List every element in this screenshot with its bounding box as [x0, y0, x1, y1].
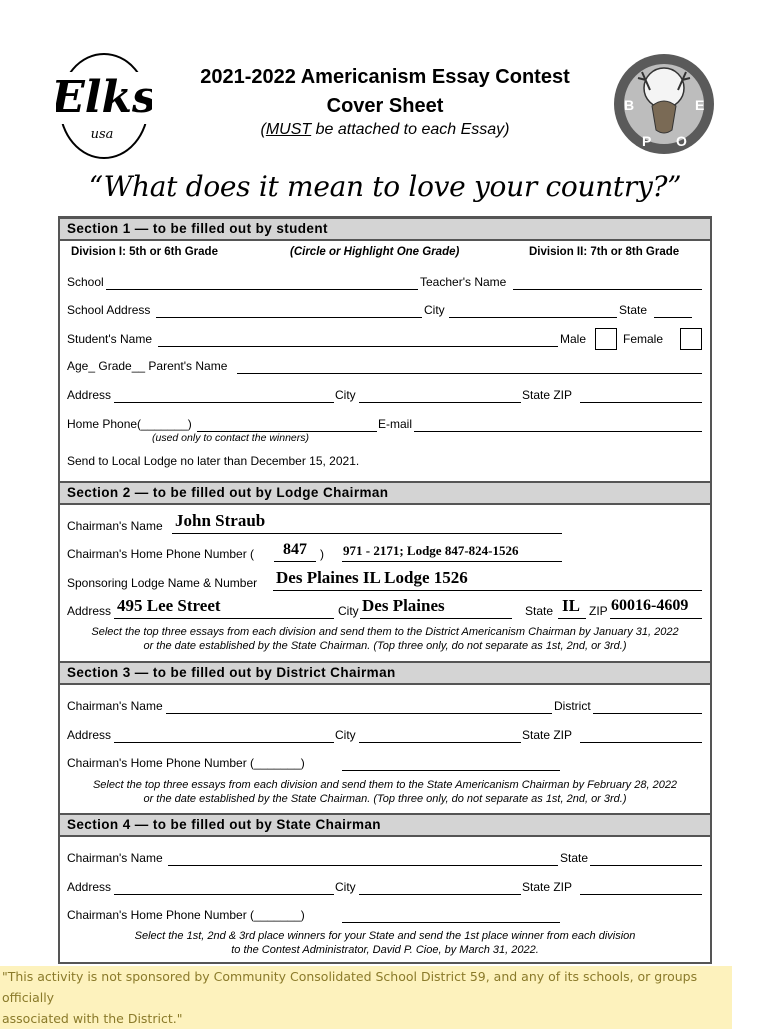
lodge-phone-close: ) — [320, 547, 324, 561]
district-chairman-name-field[interactable] — [166, 713, 552, 714]
district-phone-label: Chairman's Home Phone Number (_______) — [67, 756, 305, 770]
section4-instruction — [60, 929, 710, 957]
section3-instruction-line1: Select the top three essays from each division and send them to the State Americanism Chairman by February 28, 2022 — [92, 779, 678, 791]
student-name-field[interactable] — [158, 346, 558, 347]
logo-text: Elks — [56, 72, 152, 123]
state-city-field[interactable] — [359, 894, 521, 895]
state-address-field[interactable] — [114, 894, 334, 895]
must-word: MUST — [265, 121, 312, 138]
lodge-state-label: State — [525, 604, 554, 618]
lodge-state-value: IL — [562, 596, 580, 615]
elks-logo — [56, 46, 152, 162]
state-chairman-name-field[interactable] — [168, 865, 558, 866]
student-state-zip-label: State ZIP — [522, 388, 573, 402]
disclaimer-line2: associated with the District." — [2, 1011, 183, 1026]
state-phone-field[interactable] — [342, 922, 560, 923]
page-title: 2021-2022 Americanism Essay Contest — [200, 66, 570, 88]
seal-letter-o: O — [676, 133, 687, 149]
sponsoring-lodge-field[interactable] — [273, 590, 702, 591]
parent-name-field[interactable] — [237, 373, 702, 374]
division1-label: Division I: 5th or 6th Grade — [71, 246, 218, 258]
seal-letter-p: P — [642, 133, 652, 149]
school-address-label: School Address — [67, 303, 151, 317]
lodge-phone-label: Chairman's Home Phone Number ( — [67, 547, 255, 561]
lodge-phone-field[interactable] — [342, 561, 562, 562]
attach-instruction — [150, 121, 620, 139]
sponsoring-lodge-value: Des Plaines IL Lodge 1526 — [276, 568, 468, 587]
lodge-address-label: Address — [67, 604, 112, 618]
lodge-zip-field[interactable] — [610, 618, 702, 619]
section4-heading: Section 4 — to be filled out by State Chairman — [60, 813, 710, 837]
circle-grade-note: (Circle or Highlight One Grade) — [290, 246, 460, 258]
district-city-label: City — [335, 728, 356, 742]
section4-instruction-line1: Select the 1st, 2nd & 3rd place winners for your State and send the 1st place winner from each division — [134, 930, 636, 942]
male-checkbox[interactable] — [595, 328, 617, 350]
teacher-field[interactable] — [513, 289, 702, 290]
contact-note: (used only to contact the winners) — [152, 432, 309, 444]
school-city-field[interactable] — [449, 317, 617, 318]
school-address-field[interactable] — [156, 317, 422, 318]
lodge-area-code-field[interactable] — [274, 561, 316, 562]
student-address-label: Address — [67, 388, 112, 402]
attach-rest: be attached to each Essay) — [311, 121, 510, 138]
student-zip-field[interactable] — [580, 402, 702, 403]
section3-instruction-line2: or the date established by the State Chairman. (Top three only, do not separate as 1st, 2nd, or 3rd.) — [143, 793, 627, 805]
lodge-chairman-name-label: Chairman's Name — [67, 519, 163, 533]
section1-heading: Section 1 — to be filled out by student — [60, 217, 710, 241]
district-label: District — [554, 699, 591, 713]
school-state-label: State — [619, 303, 648, 317]
lodge-state-field[interactable] — [558, 618, 586, 619]
section3-instruction — [60, 778, 710, 806]
lodge-chairman-name-field[interactable] — [172, 533, 562, 534]
sponsoring-lodge-label: Sponsoring Lodge Name & Number — [67, 576, 258, 590]
district-chairman-name-label: Chairman's Name — [67, 699, 163, 713]
contest-slogan: “What does it mean to love your country?” — [88, 170, 682, 203]
state-city-label: City — [335, 880, 356, 894]
school-label: School — [67, 275, 104, 289]
female-checkbox[interactable] — [680, 328, 702, 350]
state-chairman-name-label: Chairman's Name — [67, 851, 163, 865]
district-address-label: Address — [67, 728, 112, 742]
age-grade-parent-label: Age_ Grade__ Parent's Name — [67, 359, 228, 373]
district-zip-field[interactable] — [580, 742, 702, 743]
lodge-address-value: 495 Lee Street — [117, 596, 221, 615]
student-address-field[interactable] — [114, 402, 334, 403]
school-field[interactable] — [106, 289, 418, 290]
school-city-label: City — [424, 303, 445, 317]
lodge-phone-value: 971 - 2171; Lodge 847-824-1526 — [343, 543, 519, 558]
female-label: Female — [623, 332, 664, 346]
seal-letter-e: E — [695, 97, 705, 113]
page-subtitle: Cover Sheet — [326, 95, 444, 117]
district-disclaimer — [0, 966, 732, 1029]
state-label: State — [560, 851, 589, 865]
state-state-zip-label: State ZIP — [522, 880, 573, 894]
bpoe-seal — [612, 50, 716, 158]
lodge-zip-value: 60016-4609 — [611, 597, 689, 614]
district-state-zip-label: State ZIP — [522, 728, 573, 742]
section2-heading: Section 2 — to be filled out by Lodge Chairman — [60, 481, 710, 505]
section2-instruction-line1: Select the top three essays from each division and send them to the District Americanism Chairman by January 31, 2022 — [91, 626, 679, 638]
district-phone-field[interactable] — [342, 770, 560, 771]
paren-open: ( — [260, 121, 266, 138]
district-field[interactable] — [593, 713, 702, 714]
lodge-zip-label: ZIP — [589, 604, 608, 618]
student-city-field[interactable] — [359, 402, 521, 403]
state-address-label: Address — [67, 880, 112, 894]
lodge-area-code: 847 — [283, 541, 307, 558]
state-zip-field[interactable] — [580, 894, 702, 895]
section2-instruction-line2: or the date established by the State Chairman. (Top three only, do not separate as 1st, 2nd, or 3rd.) — [143, 640, 627, 652]
teacher-label: Teacher's Name — [420, 275, 507, 289]
district-address-field[interactable] — [114, 742, 334, 743]
male-label: Male — [560, 332, 587, 346]
division2-label: Division II: 7th or 8th Grade — [529, 246, 680, 258]
email-label: E-mail — [378, 417, 413, 431]
lodge-chairman-name-value: John Straub — [175, 511, 266, 530]
section3-heading: Section 3 — to be filled out by District Chairman — [60, 661, 710, 685]
lodge-city-label: City — [338, 604, 359, 618]
home-phone-label: Home Phone(_______) — [67, 417, 192, 431]
school-state-field[interactable] — [654, 317, 692, 318]
lodge-city-field[interactable] — [360, 618, 512, 619]
state-phone-label: Chairman's Home Phone Number (_______) — [67, 908, 305, 922]
deadline-note: Send to Local Lodge no later than December 15, 2021. — [67, 454, 360, 468]
email-field[interactable] — [414, 431, 702, 432]
seal-letter-b: B — [624, 97, 635, 113]
student-name-label: Student's Name — [67, 332, 153, 346]
section4-instruction-line2: to the Contest Administrator, David P. Cioe, by March 31, 2022. — [231, 944, 539, 956]
disclaimer-line1: "This activity is not sponsored by Community Consolidated School District 59, and any of its schools, or groups officially — [2, 969, 698, 1005]
lodge-address-field[interactable] — [114, 618, 334, 619]
logo-subtext: usa — [90, 127, 114, 142]
state-field[interactable] — [590, 865, 702, 866]
section2-instruction — [60, 625, 710, 653]
district-city-field[interactable] — [359, 742, 521, 743]
lodge-city-value: Des Plaines — [362, 596, 445, 615]
student-city-label: City — [335, 388, 356, 402]
